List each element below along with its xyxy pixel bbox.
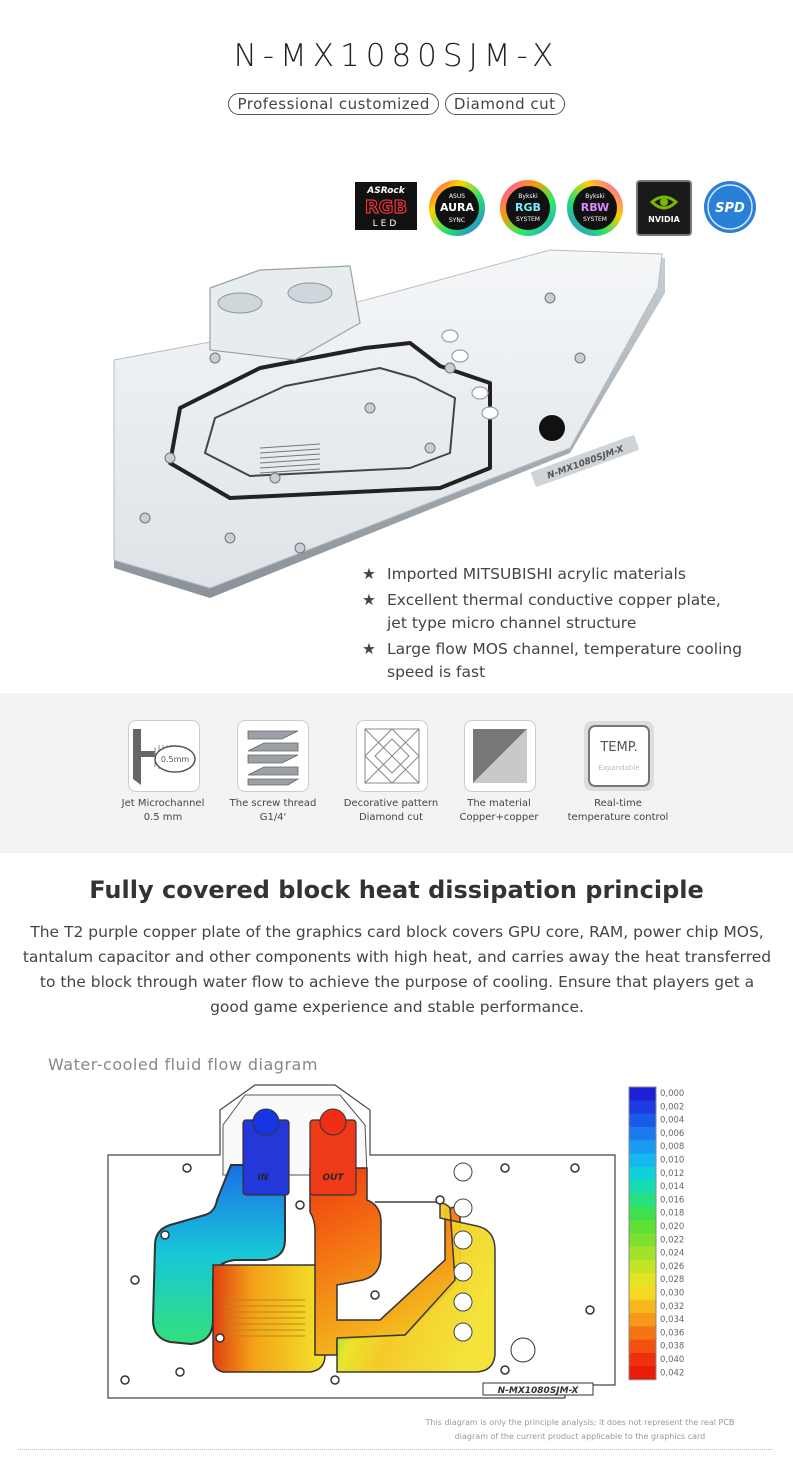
feature-item: ★ Large flow MOS channel, temperature cooling speed is fast <box>362 640 743 681</box>
scale-label: 0,016 <box>660 1195 685 1206</box>
tag-diamond-cut: Diamond cut <box>445 93 565 115</box>
asus-aura-sync-logo <box>427 180 489 242</box>
scale-label: 0,010 <box>660 1155 685 1166</box>
principle-heading: Fully covered block heat dissipation principle <box>89 876 704 904</box>
scale-swatch <box>629 1260 656 1274</box>
scale-label: 0,018 <box>660 1208 685 1219</box>
scale-swatch <box>629 1180 656 1194</box>
scale-label: 0,032 <box>660 1301 685 1312</box>
compatibility-logos <box>355 180 765 240</box>
scale-swatch <box>629 1287 656 1301</box>
scale-swatch <box>629 1300 656 1314</box>
svg-text:SYNC: SYNC <box>448 217 466 224</box>
scale-label: 0,002 <box>660 1102 685 1113</box>
scale-swatch <box>629 1127 656 1141</box>
scale-swatch <box>629 1273 656 1287</box>
feature-item: ★ Imported MITSUBISHI acrylic materials <box>362 563 782 586</box>
svg-text:0.5mm: 0.5mm <box>160 755 190 764</box>
scale-label: 0,022 <box>660 1235 685 1246</box>
scale-label: 0,024 <box>660 1248 685 1259</box>
scale-swatch <box>629 1340 656 1354</box>
scale-swatch <box>629 1154 656 1168</box>
water-block-render <box>110 248 670 608</box>
scale-label: 0,014 <box>660 1182 685 1193</box>
svg-text:NVIDIA: NVIDIA <box>648 215 680 224</box>
svg-text:SYSTEM: SYSTEM <box>583 216 607 223</box>
svg-text:Bykski: Bykski <box>518 193 538 200</box>
scale-label: 0,028 <box>660 1275 685 1286</box>
jet-microchannel-icon <box>128 720 200 792</box>
svg-text:Bykski: Bykski <box>585 193 605 200</box>
scale-label: 0,020 <box>660 1222 685 1232</box>
star-icon: ★ <box>362 565 376 583</box>
svg-text:SPD: SPD <box>715 201 745 216</box>
scale-label: 0,042 <box>660 1368 685 1379</box>
star-icon: ★ <box>362 640 376 658</box>
star-icon: ★ <box>362 591 376 609</box>
scale-swatch <box>629 1167 656 1181</box>
svg-text:LED: LED <box>372 219 400 229</box>
color-scale-legend <box>628 1086 708 1411</box>
scale-label: 0,034 <box>660 1315 685 1326</box>
scale-swatch <box>629 1100 656 1114</box>
principle-paragraph: The T2 purple copper plate of the graphics card block covers GPU core, RAM, power chip MOS, tantalum capacitor and other components with high heat, and carries away the heat transferred to the block through water flow to achieve the purpose of cooling. Ensure that players get a good game experience and stable performance. <box>22 923 772 1016</box>
spec-icon-band: 0.5mm Jet Microchannel 0.5 mm The screw thread G1/4' Decorative pattern Diamond cut The material Copper+copper TEMP. Expandable Real-time temperature control <box>0 693 793 853</box>
scale-swatch <box>629 1087 656 1101</box>
product-title: N-MX1080SJM-X <box>233 38 560 74</box>
material-icon <box>464 720 536 792</box>
scale-label: 0,036 <box>660 1328 685 1339</box>
scale-label: 0,004 <box>660 1115 685 1126</box>
svg-text:ASUS: ASUS <box>448 193 466 200</box>
svg-text:RGB: RGB <box>364 197 408 218</box>
scale-label: 0,008 <box>660 1142 685 1153</box>
scale-swatch <box>629 1193 656 1207</box>
svg-text:OUT: OUT <box>322 1173 344 1183</box>
nvidia-logo <box>636 180 692 236</box>
tag-row <box>0 93 793 115</box>
diagram-title: Water-cooled fluid flow diagram <box>48 1055 318 1074</box>
bottom-divider <box>18 1449 773 1450</box>
screw-thread-icon <box>237 720 309 792</box>
scale-swatch <box>629 1366 656 1380</box>
scale-swatch <box>629 1114 656 1128</box>
scale-swatch <box>629 1220 656 1234</box>
flow-diagram <box>105 1080 625 1410</box>
temperature-icon <box>583 720 653 790</box>
scale-label: 0,012 <box>660 1168 685 1179</box>
scale-swatch <box>629 1313 656 1327</box>
feature-item: ★ Excellent thermal conductive copper plate, jet type micro channel structure <box>362 591 721 632</box>
scale-swatch <box>629 1233 656 1247</box>
diamond-cut-icon <box>356 720 428 792</box>
scale-label: 0,030 <box>660 1288 685 1299</box>
scale-label: 0,040 <box>660 1355 685 1365</box>
tag-professional: Professional customized <box>228 93 438 115</box>
scale-swatch <box>629 1353 656 1367</box>
svg-text:TEMP.: TEMP. <box>600 740 638 755</box>
scale-label: 0,026 <box>660 1261 685 1272</box>
feature-list <box>362 563 782 687</box>
scale-label: 0,006 <box>660 1128 685 1139</box>
svg-text:AURA: AURA <box>439 201 475 214</box>
scale-label: 0,038 <box>660 1341 685 1352</box>
bykski-rgb-system-logo <box>498 180 560 242</box>
bykski-rbw-system-logo <box>565 180 627 242</box>
svg-text:Expandable: Expandable <box>598 764 640 772</box>
svg-text:N-MX1080SJM-X: N-MX1080SJM-X <box>497 1386 579 1396</box>
scale-label: 0,000 <box>660 1089 685 1099</box>
svg-text:RBW: RBW <box>580 201 610 214</box>
svg-text:RGB: RGB <box>515 201 541 214</box>
svg-text:N-MX1080SJM-X: N-MX1080SJM-X <box>546 444 626 482</box>
spd-logo <box>703 180 759 236</box>
scale-swatch <box>629 1207 656 1221</box>
diagram-disclaimer: This diagram is only the principle analysis; it does not represent the real PCB diagram of the current product applicable to the graphics card <box>425 1418 735 1441</box>
svg-text:SYSTEM: SYSTEM <box>516 216 540 223</box>
svg-text:ASRock: ASRock <box>367 186 405 196</box>
scale-swatch <box>629 1326 656 1340</box>
scale-swatch <box>629 1140 656 1154</box>
svg-text:IN: IN <box>257 1173 269 1183</box>
asrock-rgb-led-logo <box>355 180 417 232</box>
scale-swatch <box>629 1247 656 1261</box>
